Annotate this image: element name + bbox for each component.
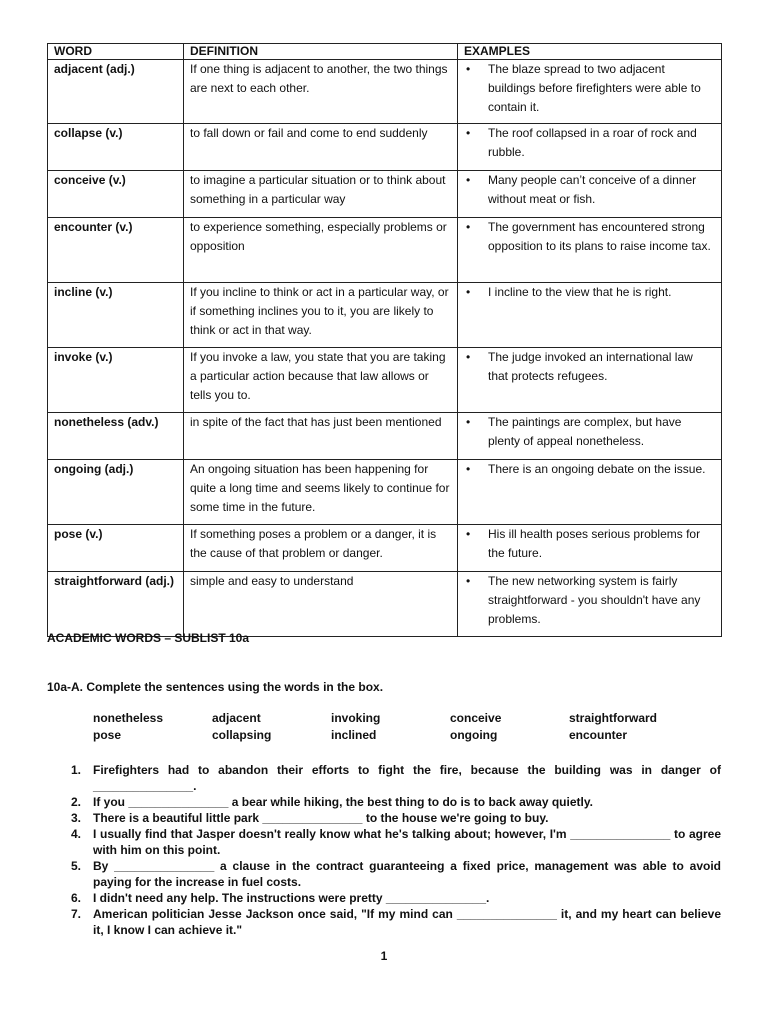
example-text: Many people can’t conceive of a dinner without meat or fish. [488,173,697,206]
bullet-icon: • [466,220,471,234]
table-row [48,413,722,460]
table-row [48,525,722,572]
definition-cell: If you incline to think or act in a particular way, or if something inclines you to it, you are likely to think or act in that way. [184,283,458,348]
example-text: The government has encountered strong opposition to its plans to raise income tax. [488,220,711,253]
list-item [47,906,721,938]
example-cell [458,348,722,413]
page-number: 1 [380,949,388,963]
list-item [47,762,721,794]
question-text: American politician Jesse Jackson once said, "If my mind can _______________ it, and my heart can believe it, I know I can achieve it." [93,907,721,937]
list-item [47,858,721,890]
question-text: There is a beautiful little park _______________ to the house we're going to buy. [93,811,549,825]
word-box-item: encounter [569,728,628,742]
word-box-item: ongoing [450,728,498,742]
table-row [48,60,722,124]
example-cell [458,460,722,525]
word-box-item: straightforward [569,711,658,725]
word-box-item: conceive [450,711,502,725]
example-text: The blaze spread to two adjacent buildings before firefighters were able to contain it. [488,62,701,114]
word-cell: incline (v.) [48,283,184,348]
definition-cell: If one thing is adjacent to another, the two things are next to each other. [184,60,458,124]
sublist-title: ACADEMIC WORDS – SUBLIST 10a [47,631,250,645]
word-cell: straightforward (adj.) [48,572,184,637]
question-number: 5. [71,859,82,873]
table-header-row [48,44,722,60]
example-cell [458,413,722,460]
exercise-title: 10a-A. Complete the sentences using the words in the box. [47,680,384,694]
question-text: I didn't need any help. The instructions were pretty _______________. [93,891,490,905]
word-box-item: invoking [331,711,381,725]
list-item [47,810,721,826]
bullet-icon: • [466,285,471,299]
bullet-icon: • [466,462,471,476]
word-cell: pose (v.) [48,525,184,572]
definition-cell: to experience something, especially problems or opposition [184,218,458,283]
word-box [93,711,693,743]
table-row [48,171,722,218]
word-box-item: adjacent [212,711,261,725]
example-text: The new networking system is fairly straightforward - you shouldn't have any problems. [488,574,701,626]
bullet-icon: • [466,415,471,429]
vocabulary-table [47,43,722,637]
word-cell: collapse (v.) [48,124,184,171]
definition-cell: simple and easy to understand [184,572,458,637]
bullet-icon: • [466,62,471,76]
word-cell: encounter (v.) [48,218,184,283]
question-number: 3. [71,811,82,825]
definition-cell: If something poses a problem or a danger, it is the cause of that problem or danger. [184,525,458,572]
bullet-icon: • [466,527,471,541]
example-cell [458,283,722,348]
word-cell: invoke (v.) [48,348,184,413]
question-number: 4. [71,827,82,841]
question-text: Firefighters had to abandon their efforts to fight the fire, because the building was in danger of _______________. [93,763,721,793]
table-row [48,348,722,413]
definition-cell: An ongoing situation has been happening for quite a long time and seems likely to continue for some time in the future. [184,460,458,525]
question-text: By _______________ a clause in the contract guaranteeing a fixed price, management was able to avoid paying for the increase in fuel costs. [93,859,721,889]
example-cell [458,572,722,637]
definition-cell: in spite of the fact that has just been mentioned [184,413,458,460]
example-cell [458,171,722,218]
list-item [47,826,721,858]
bullet-icon: • [466,350,471,364]
word-cell: conceive (v.) [48,171,184,218]
question-number: 1. [71,763,82,777]
definition-cell: to imagine a particular situation or to think about something in a particular way [184,171,458,218]
example-text: The judge invoked an international law that protects refugees. [488,350,693,383]
table-row [48,218,722,283]
list-item [47,794,721,810]
header-word: WORD [48,44,184,60]
example-text: There is an ongoing debate on the issue. [488,462,706,476]
table-row [48,124,722,171]
example-text: The paintings are complex, but have plenty of appeal nonetheless. [488,415,682,448]
word-box-item: pose [93,728,122,742]
question-number: 7. [71,907,82,921]
definition-cell: If you invoke a law, you state that you are taking a particular action because that law allows or tells you to. [184,348,458,413]
bullet-icon: • [466,574,471,588]
word-box-item: inclined [331,728,377,742]
definition-cell: to fall down or fail and come to end suddenly [184,124,458,171]
header-definition: DEFINITION [184,44,458,60]
question-text: I usually find that Jasper doesn't really know what he's talking about; however, I'm _______________ to agree with him on this point. [93,827,721,857]
question-number: 2. [71,795,82,809]
table-row [48,572,722,637]
bullet-icon: • [466,126,471,140]
word-box-item: nonetheless [93,711,164,725]
bullet-icon: • [466,173,471,187]
list-item [47,890,721,906]
question-text: If you _______________ a bear while hiking, the best thing to do is to back away quietly. [93,795,593,809]
word-cell: ongoing (adj.) [48,460,184,525]
example-cell [458,218,722,283]
table-row [48,460,722,525]
header-examples: EXAMPLES [458,44,722,60]
word-cell: adjacent (adj.) [48,60,184,124]
word-cell: nonetheless (adv.) [48,413,184,460]
example-cell [458,124,722,171]
table-row [48,283,722,348]
question-list [47,762,721,938]
example-text: His ill health poses serious problems for the future. [488,527,701,560]
example-text: The roof collapsed in a roar of rock and rubble. [488,126,697,159]
question-number: 6. [71,891,82,905]
example-cell [458,60,722,124]
example-text: I incline to the view that he is right. [488,285,672,299]
word-box-item: collapsing [212,728,272,742]
example-cell [458,525,722,572]
